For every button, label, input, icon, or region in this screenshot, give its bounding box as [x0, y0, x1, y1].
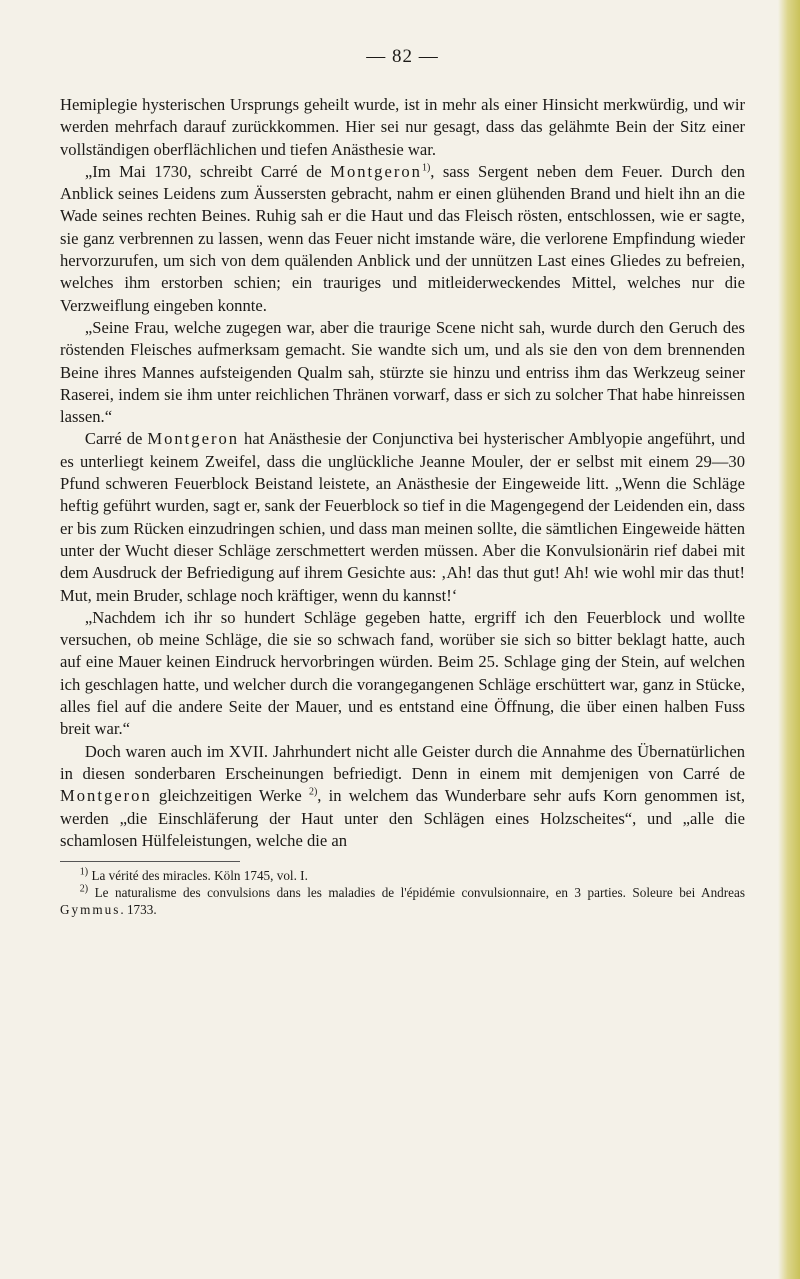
text-run: gleichzeitigen Werke: [151, 786, 309, 806]
text-run: , sass Sergent neben dem Feuer. Durch den Anblick seines Leidens zum Äussersten gebracht, nahm er einen glühenden Brand und hielt ihn an die Wade seines rechten Beines. Ruhig sah er die Haut und das Fleisch rösten, entschlossen, wie er sagte, sie ganz verbrennen zu lassen, wenn das Feuer nicht imstande wäre, die verlorene Empfindung wieder hervorzurufen, um sich von dem quälenden Anblick und der unnützen Last eines Gliedes zu befreien, welches ihm erstorben schien; ein trauriges und mitleiderweckendes Mittel, welches nur die Verzweiflung eingeben konnte.: [60, 161, 746, 315]
page-edge-shadow: [778, 0, 800, 1279]
paragraph: [60, 94, 745, 161]
footnote-marker: 2): [308, 786, 318, 798]
text-run: hat Anästhesie der Conjunctiva bei hysterischer Amblyopie angeführt, und es unterliegt keinem Zweifel, dass die unglückliche Jeanne Mouler, der er selbst mit einem 29—30 Pfund schweren Feuerblock Beistand leistete, an Anästhesie der Eingeweide litt. „Wenn die Schläge heftig geführt wurden, sagt er, sank der Feuerblock so tief in die Magengegend der Leidenden ein, dass er bis zum Rücken einzudringen schien, und dass man meinen sollte, die sämtlichen Eingeweide hätten unter der Wucht dieser Schläge zerschmettert werden müssen. Aber die Konvulsionärin rief dabei mit dem Ausdruck der Befriedigung auf ihrem Gesichte aus: ‚Ah! das thut gut! Ah! wie wohl mir das thut! Mut, mein Bruder, schlage noch kräftiger, wenn du kannst!‘: [60, 429, 745, 605]
text-run: Doch waren auch im XVII. Jahrhundert nicht alle Geister durch die Annahme des Übernatürlichen in diesen sonderbaren Erscheinungen befriedigt. Denn in einem mit demjenigen von Carré de: [60, 741, 745, 783]
footnote: [60, 884, 745, 918]
body-text: [60, 94, 745, 852]
text-run: „Im Mai 1730, schreibt Carré de: [84, 161, 331, 181]
text-run: „Nachdem ich ihr so hundert Schläge gegeben hatte, ergriff ich den Feuerblock und wollte versuchen, ob meine Schläge, die sie so schwach fand, worüber sie sich so bitter beklagt hatte, auch auf eine Mauer keinen Eindruck hervorbringen würden. Beim 25. Schlage ging der Stein, auf welchen ich geschlagen hatte, und welcher durch die vorangegangenen Schläge erschüttert war, ganz in Stücke, alles fiel auf die andere Seite der Mauer, und es entstand eine Öffnung, die über einen halben Fuss breit war.“: [60, 607, 745, 739]
footnote-marker: 1): [79, 866, 89, 878]
book-page: [60, 46, 745, 918]
paragraph: [60, 317, 745, 428]
paragraph: [60, 428, 745, 606]
text-run: , in welchem das Wunderbare sehr aufs Korn genommen ist, werden „die Einschläferung der Haut unter den Schlägen eines Holzscheites“, und „alle die schamlosen Hülfeleistungen, welche die an: [60, 786, 745, 850]
text-run: Le naturalisme des convulsions dans les maladies de l'épidémie convulsionnaire, en 3 parties. Soleure bei Andreas: [88, 885, 745, 901]
text-run: Hemiplegie hysterischen Ursprungs geheilt wurde, ist in mehr als einer Hinsicht merkwürdig, und wir werden mehrfach darauf zurückkommen. Hier sei nur gesagt, dass das gelähmte Bein der Sitz einer vollständigen oberflächlichen und tiefen Anästhesie war.: [60, 95, 745, 159]
text-run: La vérité des miracles. Köln 1745, vol. I.: [88, 868, 308, 884]
paragraph: [60, 607, 745, 741]
paragraph: [60, 161, 745, 317]
paragraph: [60, 741, 745, 852]
footnote-separator: [60, 861, 240, 862]
footnote-marker: 1): [421, 162, 431, 174]
spaced-name: Montgeron: [60, 786, 152, 806]
spaced-name: Gymmus: [60, 902, 121, 918]
footnote: [60, 867, 745, 884]
spaced-name: Montgeron: [330, 161, 422, 181]
footnote-marker: 2): [79, 883, 89, 895]
page-number: — 82 —: [366, 46, 439, 67]
spaced-name: Montgeron: [147, 429, 240, 449]
text-run: . 1733.: [120, 902, 157, 918]
footnotes: [60, 867, 745, 918]
text-run: „Seine Frau, welche zugegen war, aber die traurige Scene nicht sah, wurde durch den Geruch des röstenden Fleisches aufmerksam gemacht. Sie wandte sich um, und als sie den von dem brennenden Beine ihres Mannes aufsteigenden Qualm sah, stürzte sie hinzu und entriss ihm das Werkzeug seiner Raserei, indem sie ihm unter reichlichen Thränen vorwarf, dass er sich zu solcher That habe hinreissen lassen.“: [60, 317, 745, 427]
text-run: Carré de: [84, 429, 148, 449]
